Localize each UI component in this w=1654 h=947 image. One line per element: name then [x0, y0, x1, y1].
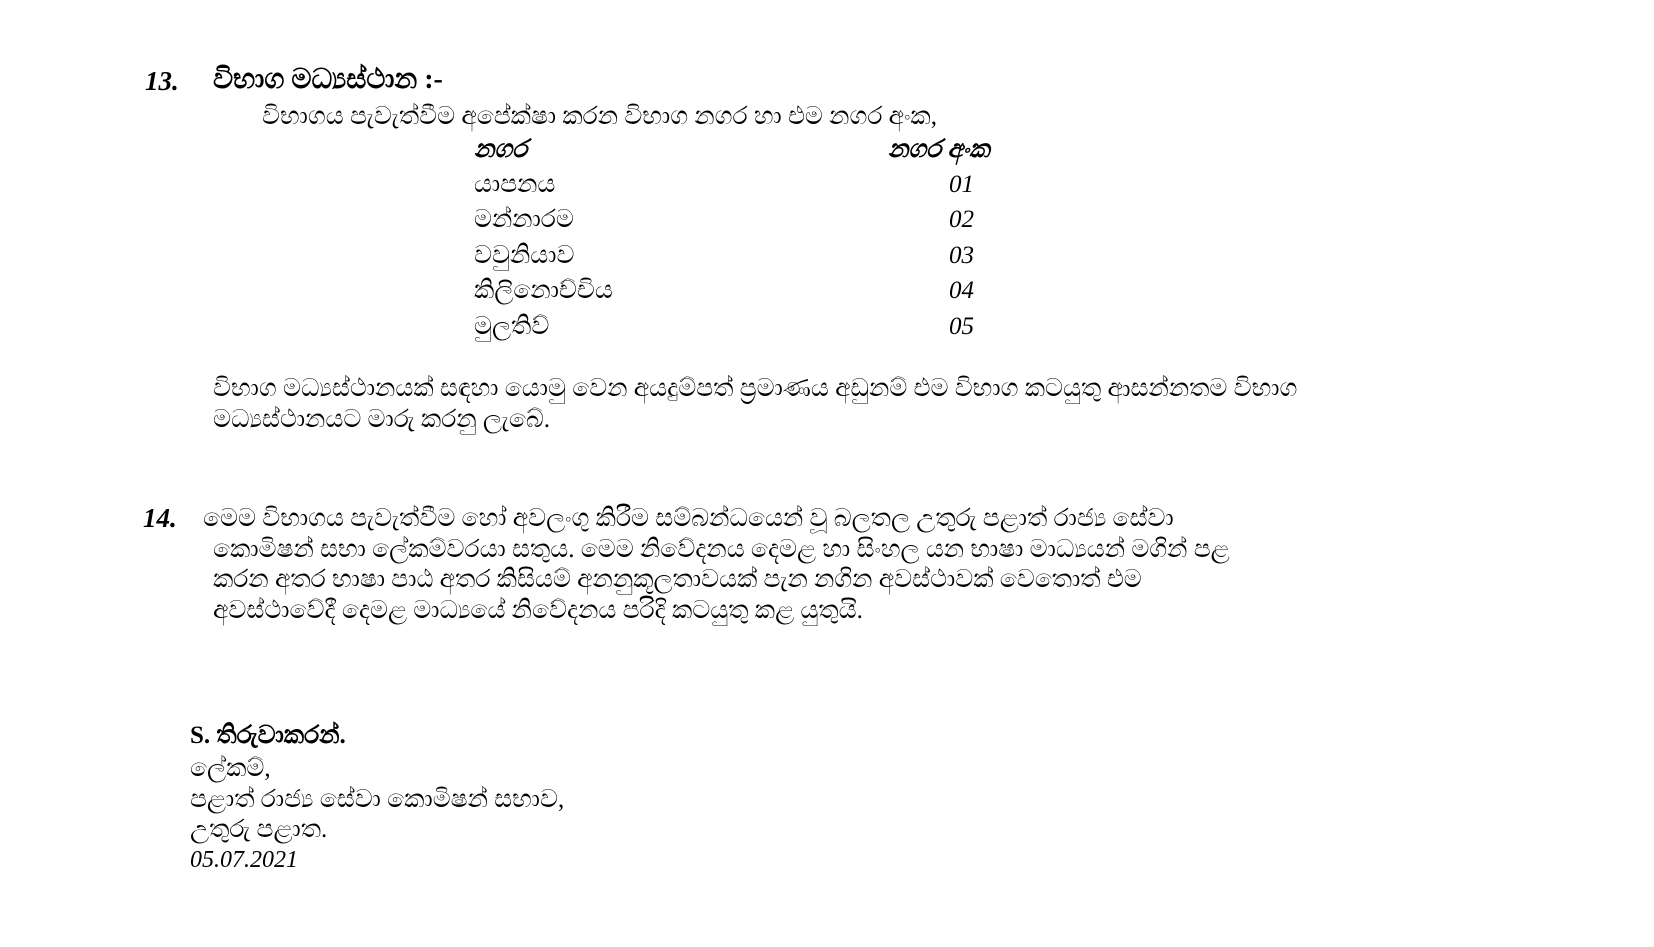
table-row-code: 05 — [949, 313, 974, 340]
section-14-line-3: කරන අතර භාෂා පාඨ අතර කිසියම් අනනුකූලතාවයක් පැන නගින අවස්ථාවක් වෙතොත් එම — [213, 566, 1142, 593]
table-row-city: කිලිනොච්චිය — [474, 277, 613, 304]
table-row-city: මුලතිව් — [474, 313, 550, 340]
section-13-intro: විභාගය පැවැත්වීම අපේක්ෂා කරන විභාග නගර හා එම නගර අංක, — [262, 103, 937, 130]
section-14-line-1: මෙම විභාගය පැවැත්වීම හෝ අවලංගු කිරීම සම්බන්ධයෙන් වූ බලතල උතුරු පළාත් රාජ්‍ය සේවා — [203, 505, 1174, 532]
section-13-note-line-2: මධ්‍යස්ථානයට මාරු කරනු ලැබේ. — [213, 406, 551, 433]
table-row-code: 02 — [949, 206, 974, 233]
section-14-line-2: කොමිෂන් සභා ලේකම්වරයා සතුය. මෙම නිවේදනය දෙමළ හා සිංහල යන භාෂා මාධ්‍යයන් මගින් පළ — [213, 536, 1230, 563]
table-row-city: මන්නාරම — [474, 206, 574, 233]
table-row-code: 04 — [949, 277, 974, 304]
signatory-title: ලේකම්, — [190, 755, 271, 782]
signatory-office: පළාත් රාජ්‍ය සේවා කොමිෂන් සභාව, — [190, 786, 565, 813]
notice-date: 05.07.2021 — [190, 847, 298, 873]
table-header-code: නගර අංක — [888, 136, 990, 163]
section-13-number: 13. — [145, 66, 179, 96]
table-row-city: යාපනය — [474, 171, 556, 198]
signatory-province: උතුරු පළාත. — [190, 816, 328, 843]
signatory-name: S. තිරුවාකරන්. — [190, 722, 346, 749]
section-14-number: 14. — [143, 503, 177, 533]
section-14-line-4: අවස්ථාවේදී දෙමළ මාධ්‍යයේ නිවේදනය පරිදි කටයුතු කළ යුතුයි. — [213, 597, 863, 624]
table-header-city: නගර — [474, 136, 528, 163]
table-row-code: 01 — [949, 171, 974, 198]
section-13-title: විභාග මධ්‍යස්ථාන :- — [213, 64, 443, 95]
section-13-note-line-1: විභාග මධ්‍යස්ථානයක් සඳහා යොමු වෙන අයදුම්පත් ප්‍රමාණය අඩුනම් එම විභාග කටයුතු ආසන්නතම විභාග — [213, 375, 1298, 402]
table-row-city: වවුනියාව — [474, 242, 575, 269]
table-row-code: 03 — [949, 242, 974, 269]
